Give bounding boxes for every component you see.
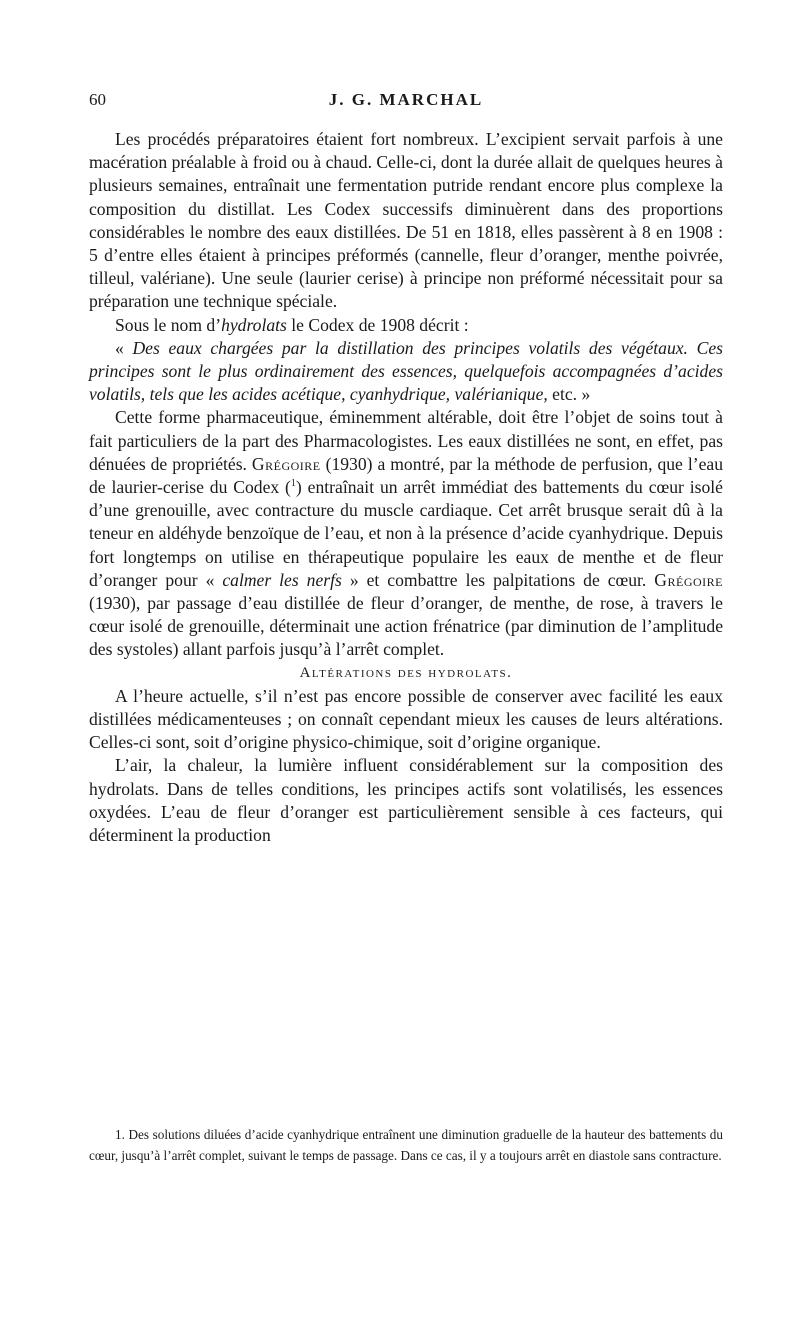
- text-run: Cette forme pharmaceutique, éminemment altérable, doit être l’objet de soins tout à fait particuliers de la part des Pharmacologistes. Les eaux distillées ne sont, en effet, pas dénuées de propriétés.: [89, 407, 723, 474]
- text-run: (1930) a montré, par la méthode de perfusion, que l’eau de laurier-cerise du Codex (: [89, 453, 723, 498]
- text-run: » et combattre les palpitations de cœur.: [341, 569, 655, 590]
- paragraph: L’air, la chaleur, la lumière influent considérablement sur la composition des hydrolats. Dans de telles conditions, les principes actifs sont volatilisés, les essences oxydées. L’eau de fleur d’oranger est particulièrement sensible à ces facteurs, qui déterminent la production: [89, 755, 723, 846]
- author-name: Grégoire: [654, 569, 723, 590]
- paragraph: [89, 314, 723, 337]
- text-run: Sous le nom d’: [115, 314, 222, 335]
- footnote: 1. Des solutions diluées d’acide cyanhydrique entraînent une diminution graduelle de la hauteur des battements du cœur, jusqu’à l’arrêt complet, suivant le temps de passage. Dans ce cas, il y a toujours arrêt en diastole sans contracture.: [89, 1127, 723, 1163]
- text-run: le Codex de 1908 décrit :: [286, 314, 469, 335]
- author-name: Grégoire: [251, 453, 321, 474]
- quote-mark: «: [115, 337, 133, 358]
- section-title: Altérations des hydrolats.: [299, 664, 513, 681]
- paragraph: Les procédés préparatoires étaient fort nombreux. L’excipient servait parfois à une macération préalable à froid ou à chaud. Celle-ci, dont la durée allait de quelques heures à plusieurs semaines, entraînait une fermentation putride rendant encore plus complexe la composition du distillat. Les Codex successifs diminuèrent dans des proportions considérables le nombre des eaux distillées. De 51 en 1818, elles passèrent à 8 en 1908 : 5 d’entre elles étaient à principes préformés (cannelle, fleur d’oranger, menthe poivrée, tilleul, valériane). Une seule (laurier cerise) à principe non préformé nécessitait pour sa préparation une technique spéciale.: [89, 129, 723, 312]
- emphasis: hydrolats: [221, 314, 287, 335]
- paragraph: A l’heure actuelle, s’il n’est pas encore possible de conserver avec facilité les eaux distillées médicamenteuses ; on connaît cependant mieux les causes de leurs altérations. Celles-ci sont, soit d’origine physico-chimique, soit d’origine organique.: [89, 685, 723, 753]
- paragraph: [89, 406, 723, 661]
- text-run: (1930), par passage d’eau distillée de fleur d’oranger, de menthe, de rose, à travers le cœur isolé de grenouille, déterminait une action frénatrice (par diminution de l’amplitude des systoles) allant parfois jusqu’à l’arrêt complet.: [89, 593, 723, 660]
- footnote-ref[interactable]: 1: [290, 478, 296, 490]
- text-run: ) entraînait un arrêt immédiat des battements du cœur isolé d’une grenouille, avec contracture du muscle cardiaque. Cet arrêt brusque serait dû à la teneur en aldéhyde benzoïque de l’eau, et non à la présence d’acide cyanhydrique. Depuis fort longtemps on utilise en thérapeutique populaire les eaux de menthe et de fleur d’oranger pour «: [89, 477, 723, 590]
- quote-end: etc. »: [547, 384, 591, 405]
- body-text: [89, 128, 723, 847]
- emphasis: calmer les nerfs: [222, 569, 342, 590]
- page-header: [89, 90, 723, 114]
- quote-text: Des eaux chargées par la distillation des principes volatils des végétaux. Ces principes sont le plus ordinairement des essences, quelquefois accompagnées d’acides volatils, tels que les acides acétique, cyanhydrique, valérianique,: [89, 337, 723, 405]
- page-number: 60: [89, 90, 106, 109]
- footnotes: [89, 1124, 723, 1166]
- running-head: J. G. MARCHAL: [328, 90, 484, 109]
- codex-quote: [89, 337, 723, 407]
